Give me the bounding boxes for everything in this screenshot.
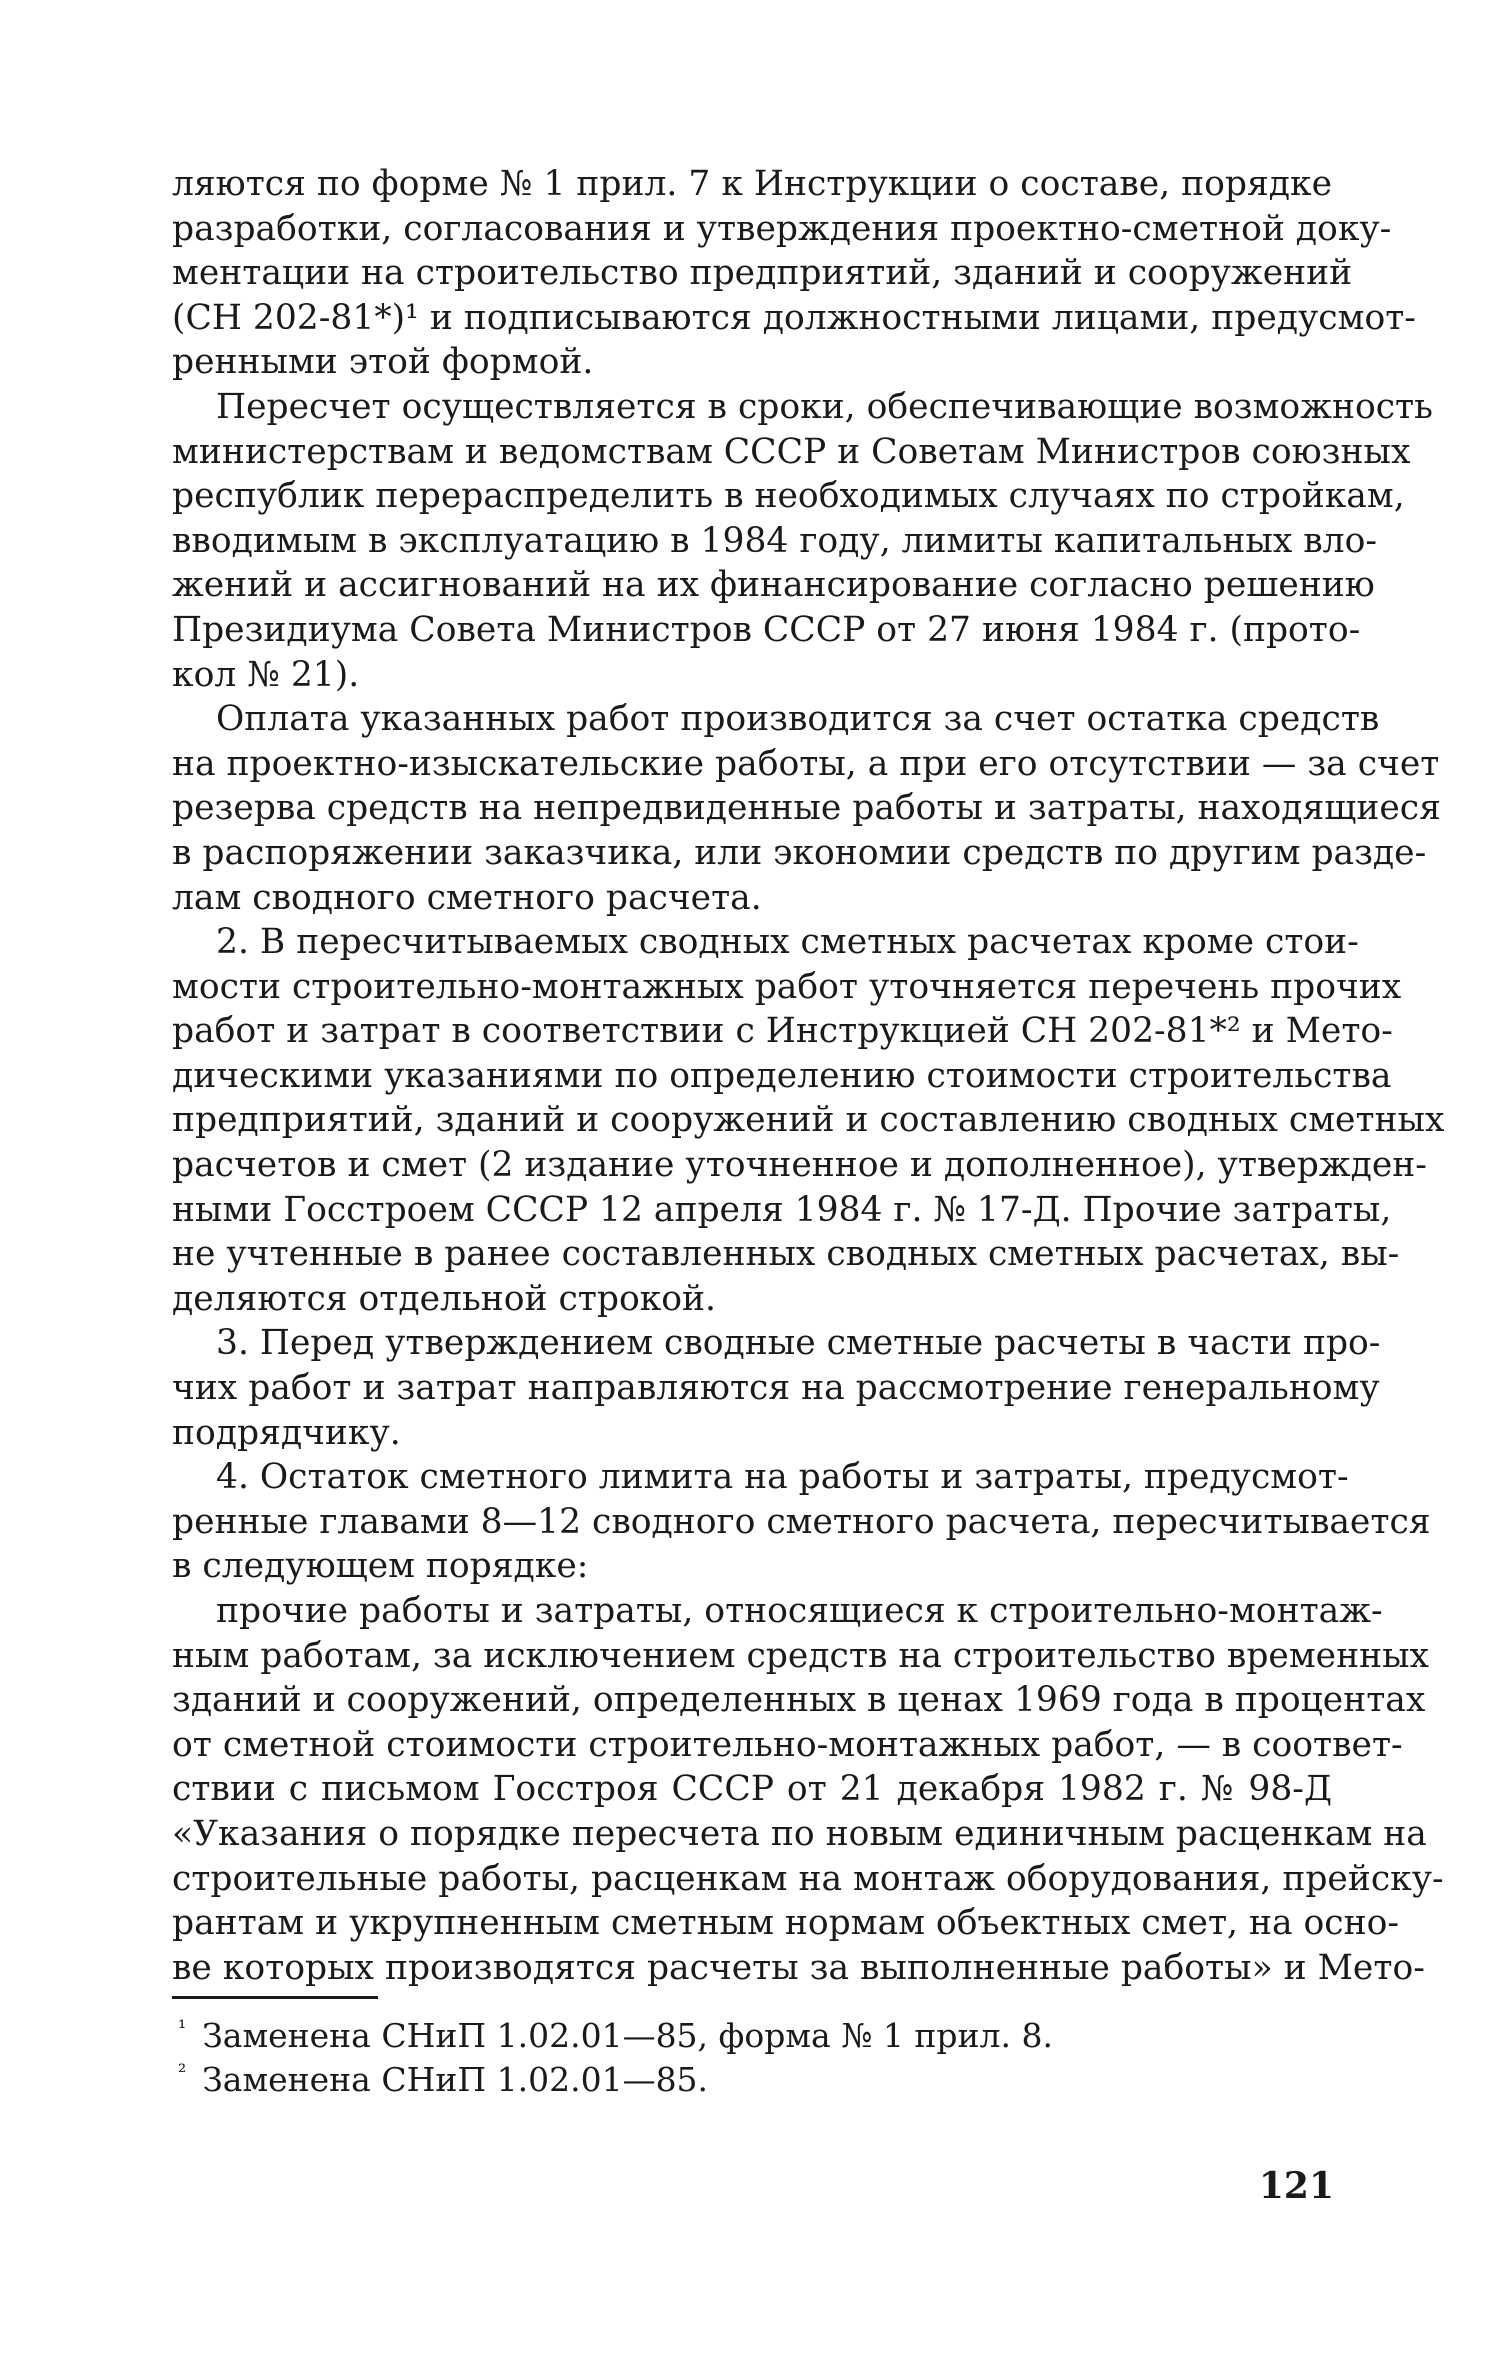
text-line: 4. Остаток сметного лимита на работы и затраты, предусмот-: [216, 1457, 1349, 1498]
text-line: (СН 202-81*)¹ и подписываются должностными лицами, предусмот-: [172, 297, 1416, 338]
text-line: чих работ и затрат направляются на рассмотрение генеральному: [172, 1368, 1380, 1409]
paragraph-6: [172, 1455, 1431, 1589]
text-line: строительные работы, расценкам на монтаж оборудования, прейску-: [172, 1858, 1444, 1899]
paragraph-2: [172, 385, 1433, 697]
text-line: мости строительно-монтажных работ уточняется перечень прочих: [172, 966, 1402, 1007]
text-line: ренные главами 8—12 сводного сметного расчета, пересчитывается: [172, 1501, 1431, 1542]
text-line: лам сводного сметного расчета.: [172, 877, 762, 918]
text-line: деляются отдельной строкой.: [172, 1278, 717, 1319]
footnote-mark: ²: [178, 2060, 187, 2084]
text-line: 3. Перед утверждением сводные сметные расчеты в части про-: [216, 1323, 1381, 1364]
text-line: ментации на строительство предприятий, зданий и сооружений: [172, 253, 1353, 294]
text-line: Оплата указанных работ производится за счет остатка средств: [216, 699, 1380, 740]
paragraph-7: [172, 1589, 1444, 1990]
text-line: ренными этой формой.: [172, 342, 594, 383]
paragraph-1: [172, 162, 1416, 385]
text-line: резерва средств на непредвиденные работы и затраты, находящиеся: [172, 788, 1441, 829]
paragraph-4: [172, 920, 1445, 1321]
text-line: дическими указаниями по определению стоимости строительства: [172, 1055, 1392, 1096]
text-line: ным работам, за исключением средств на строительство временных: [172, 1635, 1429, 1676]
text-line: прочие работы и затраты, относящиеся к строительно-монтаж-: [216, 1591, 1383, 1631]
paragraph-5: [172, 1321, 1381, 1455]
text-line: расчетов и смет (2 издание уточненное и дополненное), утвержден-: [172, 1145, 1427, 1186]
footnote-text: Заменена СНиП 1.02.01—85, форма № 1 прил. 8.: [202, 2016, 1053, 2055]
text-line: рантам и укрупненным сметным нормам объектных смет, на осно-: [172, 1903, 1400, 1944]
text-line: ляются по форме № 1 прил. 7 к Инструкции о составе, порядке: [172, 164, 1332, 204]
text-line: в распоряжении заказчика, или экономии средств по другим разде-: [172, 832, 1427, 873]
text-line: работ и затрат в соответствии с Инструкцией СН 202-81*² и Мето-: [172, 1011, 1393, 1052]
text-line: жений и ассигнований на их финансирование согласно решению: [172, 565, 1375, 606]
text-line: Президиума Совета Министров СССР от 27 июня 1984 г. (прото-: [172, 609, 1361, 650]
main-text: [172, 162, 1445, 1990]
text-line: «Указания о порядке пересчета по новым единичным расценкам на: [172, 1813, 1427, 1854]
text-line: кол № 21).: [172, 654, 360, 695]
text-line: зданий и сооружений, определенных в ценах 1969 года в процентах: [172, 1680, 1426, 1721]
text-line: на проектно-изыскательские работы, а при его отсутствии — за счет: [172, 743, 1440, 784]
paragraph-3: [172, 697, 1441, 920]
footnote-1: [178, 2014, 1328, 2058]
text-line: предприятий, зданий и сооружений и составлению сводных сметных: [172, 1100, 1445, 1141]
text-line: от сметной стоимости строительно-монтажных работ, — в соответ-: [172, 1724, 1403, 1765]
footnote-text: Заменена СНиП 1.02.01—85.: [202, 2060, 709, 2099]
footnote-mark: ¹: [178, 2016, 187, 2040]
text-line: Пересчет осуществляется в сроки, обеспечивающие возможность: [216, 386, 1433, 427]
text-line: вводимым в эксплуатацию в 1984 году, лимиты капитальных вло-: [172, 520, 1378, 561]
text-line: ными Госстроем СССР 12 апреля 1984 г. № 17-Д. Прочие затраты,: [172, 1189, 1392, 1230]
text-line: ве которых производятся расчеты за выполненные работы» и Мето-: [172, 1947, 1425, 1988]
text-line: в следующем порядке:: [172, 1546, 589, 1587]
footnote-2: [178, 2058, 1328, 2102]
footnote-divider: [172, 1996, 378, 1999]
text-line: республик перераспределить в необходимых случаях по стройкам,: [172, 476, 1405, 517]
text-line: 2. В пересчитываемых сводных сметных расчетах кроме стои-: [216, 922, 1359, 963]
text-line: разработки, согласования и утверждения проектно-сметной доку-: [172, 208, 1392, 249]
footnotes: [178, 2014, 1328, 2102]
text-line: ствии с письмом Госстроя СССР от 21 декабря 1982 г. № 98-Д: [172, 1769, 1332, 1810]
page-number: 121: [1258, 2165, 1334, 2207]
text-line: министерствам и ведомствам СССР и Советам Министров союзных: [172, 431, 1411, 472]
text-line: не учтенные в ранее составленных сводных сметных расчетах, вы-: [172, 1234, 1400, 1275]
text-line: подрядчику.: [172, 1412, 401, 1453]
